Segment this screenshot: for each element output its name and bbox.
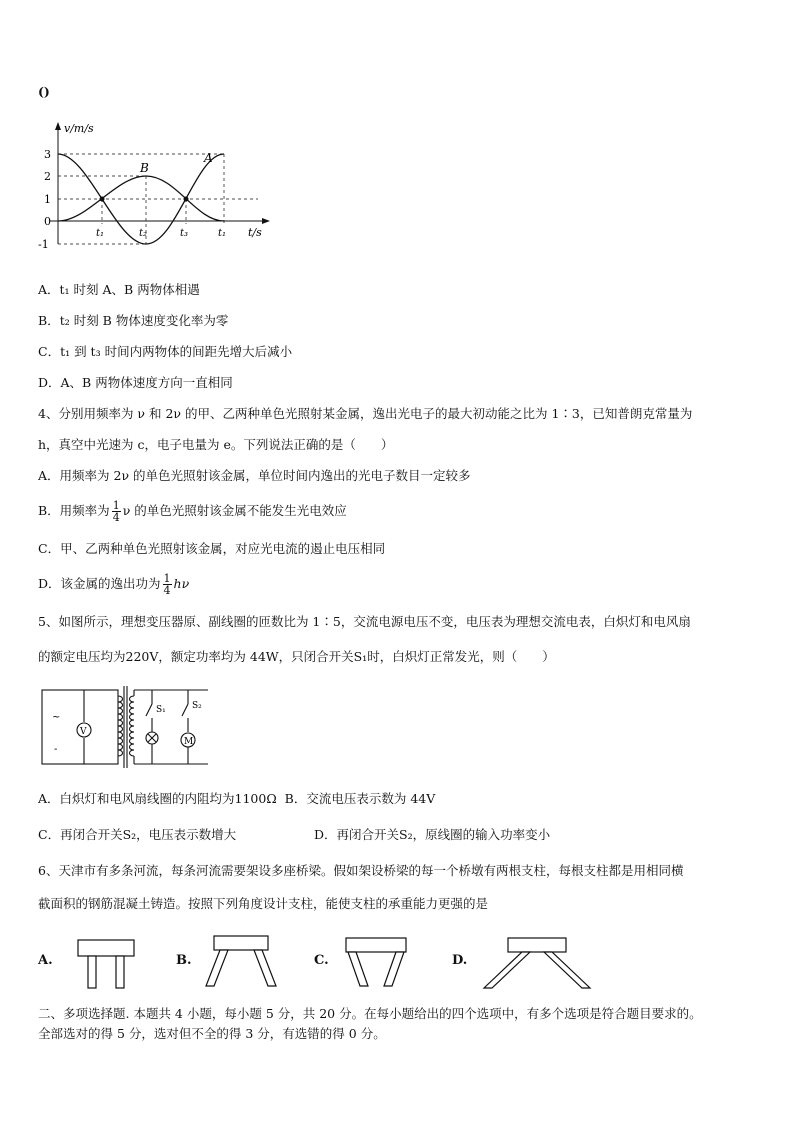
q5-stem-line1: 5、如图所示，理想变压器原、副线圈的匝数比为 1∶5，交流电源电压不变，电压表为理想交流电表，白炽灯和电风扇	[38, 614, 691, 629]
q4-option-a: A．用频率为 2ν 的单色光照射该金属，单位时间内逸出的光电子数目一定较多	[38, 468, 471, 483]
x-axis-label: t/s	[248, 226, 262, 239]
q4-option-c: C．甲、乙两种单色光照射该金属，对应光电流的遏止电压相同	[38, 541, 386, 556]
q4-stem-line2: h，真空中光速为 c，电子电量为 e。下列说法正确的是（ ）	[38, 437, 394, 452]
x-tick: t₃	[180, 228, 189, 239]
curve-label-b: B	[140, 161, 149, 175]
y-axis-label: v/m/s	[64, 122, 94, 135]
x-tick: t₁	[96, 228, 105, 239]
top-bracket: ()	[38, 84, 50, 99]
q6-stem-line2: 截面积的钢筋混凝土铸造。按照下列角度设计支柱，能使支柱的承重能力更强的是	[38, 896, 489, 911]
q6-stem-line1: 6、天津市有多条河流，每条河流需要架设多座桥梁。假如架设桥梁的每一个桥墩有两根支柱，每根支柱都是用相同横	[38, 863, 684, 878]
q6-option-d-label: D.	[452, 953, 468, 968]
y-tick: 0	[44, 215, 51, 228]
source-minus: -	[54, 744, 58, 755]
y-tick: -1	[38, 238, 49, 251]
q6-option-b-label: B.	[176, 953, 192, 968]
q3-option-c: C．t₁ 到 t₃ 时间内两物体的间距先增大后减小	[38, 344, 293, 359]
q3-option-d: D．A、B 两物体速度方向一直相同	[38, 375, 233, 390]
q4-option-d: D．该金属的逸出功为 $\frac{1}{4}$ hν	[38, 572, 190, 597]
s1-label: S₁	[156, 705, 166, 715]
q5-options-ab: A．白炽灯和电风扇线圈的内阻均为1100Ω B．交流电压表示数为 44V	[38, 791, 436, 806]
q6-option-c-label: C.	[314, 953, 329, 968]
q4-option-b: B．用频率为 $\frac{1}{4}$ ν 的单色光照射该金属不能发生光电效应	[38, 499, 347, 524]
pillar-design-a	[76, 938, 136, 990]
q5-stem-line2: 的额定电压均为220V，额定功率均为 44W，只闭合开关S₁时，白炽灯正常发光，则（ ）	[38, 649, 555, 664]
velocity-time-graph	[36, 118, 276, 252]
q5-option-d: D．再闭合开关S₂，原线圈的输入功率变小	[314, 827, 551, 842]
curve-b	[58, 176, 224, 221]
y-tick: 2	[44, 170, 51, 183]
section2-line1: 二、多项选择题. 本题共 4 小题，每小题 5 分，共 20 分。在每小题给出的四个选项中，有多个选项是符合题目要求的。	[38, 1006, 702, 1021]
x-tick: t₁	[218, 228, 227, 239]
motor-label: M	[184, 737, 194, 747]
q5-option-c: C．再闭合开关S₂，电压表示数增大	[38, 827, 237, 842]
pillar-design-d	[482, 936, 592, 992]
q6-option-a-label: A.	[38, 953, 53, 968]
y-tick: 1	[44, 193, 51, 206]
pillar-design-c	[342, 936, 410, 988]
x-tick: t₂	[139, 228, 148, 239]
s2-label: S₂	[192, 701, 202, 711]
y-tick: 3	[44, 148, 51, 161]
pillar-design-b	[200, 934, 282, 988]
curve-label-a: A	[204, 151, 213, 165]
section2-line2: 全部选对的得 5 分，选对但不全的得 3 分，有选错的得 0 分。	[38, 1026, 386, 1041]
transformer-circuit	[40, 682, 218, 774]
voltmeter-label: V	[80, 727, 87, 737]
source-symbol: ~	[52, 712, 61, 723]
q3-option-b: B．t₂ 时刻 B 物体速度变化率为零	[38, 313, 229, 328]
q3-option-a: A．t₁ 时刻 A、B 两物体相遇	[38, 282, 200, 297]
q4-stem-line1: 4、分别用频率为 ν 和 2ν 的甲、乙两种单色光照射某金属，逸出光电子的最大初动能之比为 1∶3，已知普朗克常量为	[38, 406, 693, 421]
